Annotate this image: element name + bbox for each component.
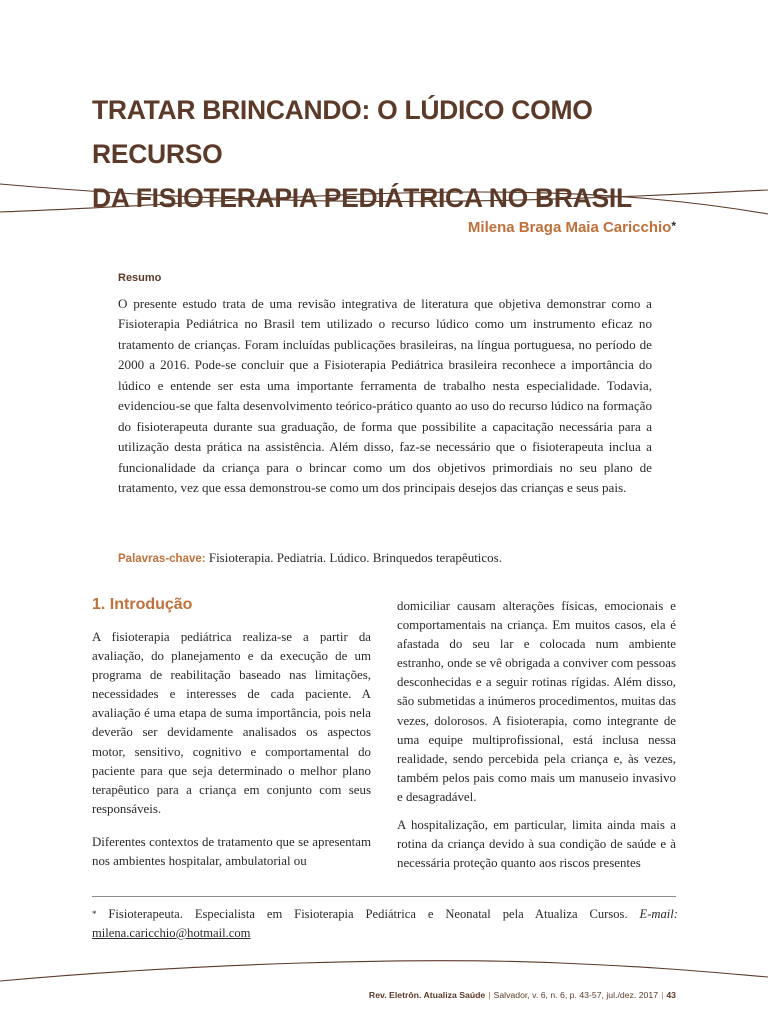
footnote-divider xyxy=(92,896,676,897)
keywords xyxy=(118,549,678,568)
page-number: 43 xyxy=(666,990,676,1000)
keywords-label: Palavras-chave: xyxy=(118,553,206,565)
abstract-text: O presente estudo trata de uma revisão integrativa de literatura que objetiva demonstrar como a Fisioterapia Pediátrica no Brasil tem utilizado o recurso lúdico como um instrumento eficaz no tratamento de crianças. Foram incluídas publicações brasileiras, na língua portuguesa, no período de 2000 a 2016. Pode-se concluir que a Fisioterapia Pediátrica brasileira reconhece a importância do lúdico e entende ser esta uma importante ferramenta de trabalho nesta especialidade. Todavia, evidenciou-se que falta desenvolvimento teórico-prático quanto ao uso do recurso lúdico na formação do fisioterapeuta durante sua graduação, de forma que possibilite a capacitação necessária para a utilização desta prática na assistência. Além disso, faz-se necessário que o fisioterapeuta inclua a funcionalidade da criança para o brincar como um dos objetivos primordiais no seu plano de tratamento, vez que essa demonstrou-se como um dos principais desejos das crianças e seus pais. xyxy=(118,296,652,496)
keywords-list: Fisioterapia. Pediatria. Lúdico. Brinquedos terapêuticos. xyxy=(208,550,502,565)
paragraph: A fisioterapia pediátrica realiza-se a partir da avaliação, do planejamento e da execução de um programa de reabilitação baseado nas limitações, necessidades e interesses de cada paciente. A avaliação é uma etapa de suma importância, pois nela deverão ser devidamente analisados os aspectos motor, sensitivo, cognitivo e comportamental do paciente para que seja determinado o melhor plano terapêutico para a criança em conjunto com seus responsáveis. xyxy=(92,630,371,816)
citation: Salvador, v. 6, n. 6, p. 43-57, jul./dez. 2017 xyxy=(493,990,659,1000)
email-label: E-mail: xyxy=(639,907,678,921)
running-footer: Rev. Eletrôn. Atualiza Saúde | Salvador, v. 6, n. 6, p. 43-57, jul./dez. 2017 | 43 xyxy=(368,990,676,1000)
paragraph: Diferentes contextos de tratamento que se apresentam nos ambientes hospitalar, ambulatorial ou xyxy=(92,834,371,869)
author-name: Milena Braga Maia Caricchio* xyxy=(467,219,676,236)
body-column-right xyxy=(397,597,676,873)
paragraph: A hospitalização, em particular, limita ainda mais a rotina da criança devido à sua condição de saúde e à necessária proteção quanto aos riscos presentes xyxy=(397,818,676,871)
body-column-left xyxy=(92,628,371,871)
footnote-mark: * xyxy=(92,909,97,919)
decorative-wave-lines-bottom xyxy=(0,955,768,995)
abstract-heading: Resumo xyxy=(118,272,162,284)
decorative-wave-lines xyxy=(0,170,768,220)
footnote xyxy=(92,905,678,943)
footnote-text: Fisioterapeuta. Especialista em Fisioterapia Pediátrica e Neonatal pela Atualiza Cursos. xyxy=(108,907,628,921)
section-heading-introduction: 1. Introdução xyxy=(92,596,193,613)
author-footnote-mark: * xyxy=(671,219,676,233)
journal-name: Rev. Eletrôn. Atualiza Saúde xyxy=(368,990,486,1000)
title-line-2: DA FISIOTERAPIA PEDIÁTRICA NO BRASIL xyxy=(92,183,632,213)
email-link[interactable]: milena.caricchio@hotmail.com xyxy=(92,926,251,940)
title-line-1: TRATAR BRINCANDO: O LÚDICO COMO RECURSO xyxy=(92,95,593,169)
paragraph: domiciliar causam alterações físicas, emocionais e comportamentais na criança. Em muitos casos, ela é afastada do seu lar e colocada num ambiente estranho, onde se vê obrigada a conviver com pessoas desconhecidas e a seguir rotinas rígidas. Além disso, são submetidas a inúmeros procedimentos, muitas das vezes, dolorosos. A fisioterapia, como integrante de uma equipe multiprofissional, está inclusa nessa realidade, sendo percebida pela criança e, às vezes, também pelos pais como mais um manuseio invasivo e desagradável. xyxy=(397,599,676,804)
